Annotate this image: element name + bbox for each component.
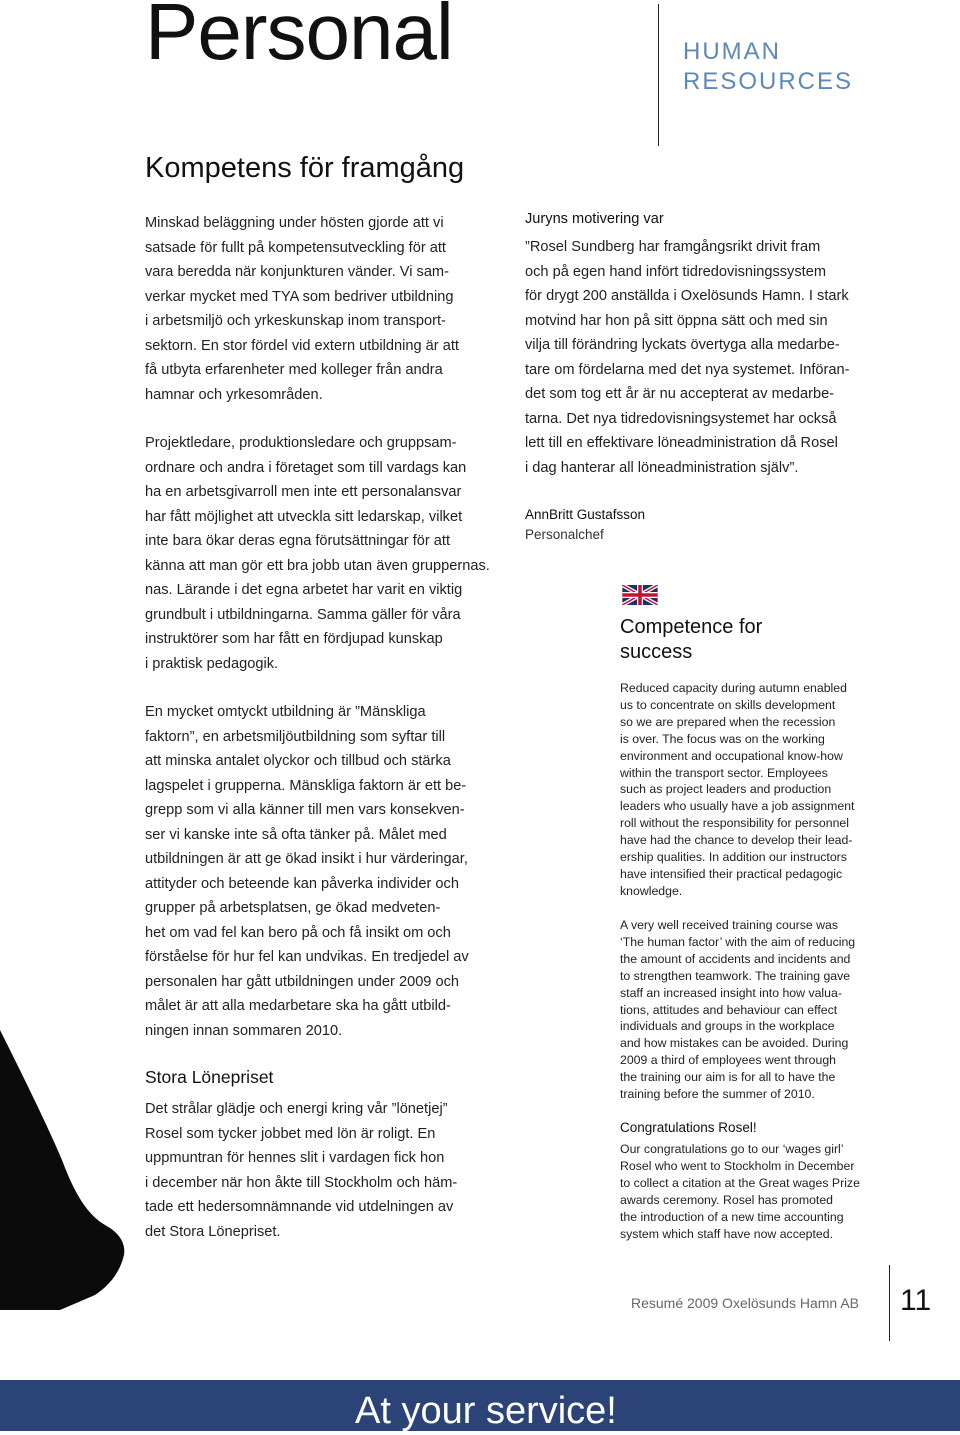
text-line: ership qualities. In addition our instructors [620,850,847,865]
jury-quote [525,235,849,480]
person-silhouette-image [0,1010,140,1310]
footer-divider [889,1265,890,1341]
page-title: Personal [145,0,453,76]
article-subheading: Stora Lönepriset [145,1067,274,1087]
text-line: tade ett hedersomnämnande vid utdelningen av [145,1199,454,1215]
text-line: hamnar och yrkesområden. [145,386,323,403]
uk-flag-icon [622,585,658,605]
signature-name: AnnBritt Gustafsson [525,507,646,522]
text-line: ha en arbetsgivarroll men inte ett personalansvar [145,484,462,500]
text-line: to strengthen teamwork. The training gave [620,968,851,983]
text-line: grundbult i utbildningarna. Samma gäller för våra [145,606,461,623]
text-line: vara beredda när konjunkturen vänder. Vi sam- [145,264,449,280]
text-line: environment and occupational know-how [620,748,843,763]
text-line: the introduction of a new time accounting [620,1209,844,1224]
text-line: staff an increased insight into how valua- [620,985,842,1000]
text-line: training before the summer of 2010. [620,1087,815,1102]
text-line: vilja till förändring lyckats övertyga alla medarbe- [525,337,840,353]
text-line: satsade för fullt på kompetensutveckling för att [145,239,446,256]
article-paragraph-2 [145,431,490,676]
text-line: have had the chance to develop their lead- [620,833,853,848]
text-line: individuals and groups in the workplace [620,1019,835,1034]
text-line: nas. Lärande i det egna arbetet har varit en viktig [145,582,463,598]
text-line: tarna. Det nya tidredovisningsystemet har också [525,410,837,427]
text-line: het om vad fel kan bero på och få insikt om och [145,924,451,941]
text-line: motvind har hon på sitt öppna sätt och med sin [525,312,828,329]
article-heading: Kompetens för framgång [145,152,465,184]
text-line: En mycket omtyckt utbildning är ”Mänskliga [145,704,426,720]
text-line: i arbetsmiljö och yrkeskunskap inom transport- [145,313,446,329]
text-line: för drygt 200 anställda i Oxelösunds Hamn. I stark [525,288,849,304]
text-line: is over. The focus was on the working [620,731,825,746]
text-line: Minskad beläggning under hösten gjorde att vi [145,215,444,231]
english-heading [620,615,762,665]
text-line: Det strålar glädje och energi kring vår ”lönetjej” [145,1101,448,1117]
text-line: det som tog ett år är nu accepterat av medarbe- [525,386,835,402]
text-line: har fått möjlighet att utveckla sitt ledarskap, vilket [145,508,463,525]
text-line: faktorn”, en arbetsmiljöutbildning som syftar till [145,728,446,745]
text-line: system which staff have now accepted. [620,1226,834,1241]
text-line: leaders who usually have a job assignment [620,799,855,814]
header-divider [658,4,659,146]
text-line: the training our aim is for all to have the [620,1070,836,1085]
text-line: tare om fördelarna med det nya systemet. Införan- [525,361,850,378]
text-line: 2009 a third of employees went through [620,1053,837,1068]
text-line: within the transport sector. Employees [620,765,828,780]
signature-title: Personalchef [525,527,604,542]
banner-text: At your service! [355,1390,617,1432]
text-line: förståelse för hur fel kan undvikas. En tredjedel av [145,949,469,965]
text-line: ‘The human factor’ with the aim of reducing [620,934,856,949]
english-subheading: Congratulations Rosel! [620,1120,757,1135]
article-paragraph-1 [145,211,459,407]
text-line: känna att man gör ett bra jobb utan även gruppernas. [145,557,490,574]
text-line: inte bara ökar deras egna förutsättningar för att [145,533,451,549]
article-sub-paragraph [145,1097,457,1244]
english-sub-paragraph [620,1141,860,1242]
text-line: Rosel who went to Stockholm in December [620,1158,855,1173]
text-line: få utbyta erfarenheter med kolleger från andra [145,362,443,378]
text-line: awards ceremony. Rosel has promoted [620,1192,834,1207]
text-line: roll without the responsibility for personnel [620,816,849,831]
text-line: Our congratulations go to our ‘wages girl’ [620,1142,844,1156]
publication-name: Resumé 2009 Oxelösunds Hamn AB [631,1295,860,1311]
english-paragraph-1 [620,680,854,900]
text-line: A very well received training course was [620,918,839,932]
text-line: lett till en effektivare löneadministration då Rosel [525,435,838,451]
text-line: us to concentrate on skills development [620,697,836,712]
text-line: have intensified their practical pedagogic [620,866,843,881]
text-line: knowledge. [620,883,683,898]
text-line: och på egen hand infört tidredovisningssystem [525,263,826,280]
english-heading-line-2: success [620,641,693,663]
text-line: i praktisk pedagogik. [145,655,279,672]
text-line: ningen innan sommaren 2010. [145,1022,343,1039]
text-line: uppmuntran för hennes slit i vardagen fick hon [145,1150,445,1166]
text-line: such as project leaders and production [620,782,832,797]
text-line: målet är att alla medarbetare ska ha gått utbild- [145,998,451,1014]
section-label-line-2: RESOURCES [683,68,854,95]
article-paragraph-3 [145,700,469,1043]
text-line: verkar mycket med TYA som bedriver utbildning [145,288,454,305]
text-line: attityder och beteende kan påverka individer och [145,875,459,892]
text-line: grepp som vi alla känner till men vars konsekven- [145,802,465,818]
text-line: personalen har gått utbildningen under 2009 och [145,973,460,990]
text-line: so we are prepared when the recession [620,714,836,729]
text-line: Rosel som tycker jobbet med lön är roligt. En [145,1125,436,1142]
text-line: i dag hanterar all löneadministration själv”. [525,459,799,476]
text-line: and how mistakes can be avoided. During [620,1036,849,1051]
text-line: Reduced capacity during autumn enabled [620,681,847,695]
text-line: the amount of accidents and incidents and [620,951,851,966]
text-line: instruktörer som har fått en fördjupad kunskap [145,631,443,647]
section-label-line-1: HUMAN [683,38,781,65]
page-number: 11 [900,1284,932,1317]
text-line: att minska antalet olyckor och tillbud och stärka [145,753,451,769]
text-line: Projektledare, produktionsledare och gruppsam- [145,435,457,451]
english-paragraph-2 [620,917,855,1103]
text-line: ”Rosel Sundberg har framgångsrikt drivit fram [525,239,821,255]
text-line: utbildningen är att ge ökad insikt i hur värderingar, [145,851,468,867]
text-line: lagspelet i grupperna. Mänskliga faktorn är ett be- [145,777,467,794]
text-line: ser vi kanske inte så ofta tänker på. Målet med [145,826,447,843]
text-line: sektorn. En stor fördel vid extern utbildning är att [145,337,459,354]
jury-heading: Juryns motivering var [525,211,664,227]
text-line: det Stora Lönepriset. [145,1223,281,1240]
english-heading-line-1: Competence for [620,616,763,638]
text-line: ordnare och andra i företaget som till vardags kan [145,459,467,476]
text-line: to collect a citation at the Great wages Prize [620,1175,860,1190]
text-line: i december när hon åkte till Stockholm och häm- [145,1174,458,1191]
text-line: grupper på arbetsplatsen, ge ökad medveten- [145,900,441,916]
text-line: tions, attitudes and behaviour can effect [620,1002,838,1017]
